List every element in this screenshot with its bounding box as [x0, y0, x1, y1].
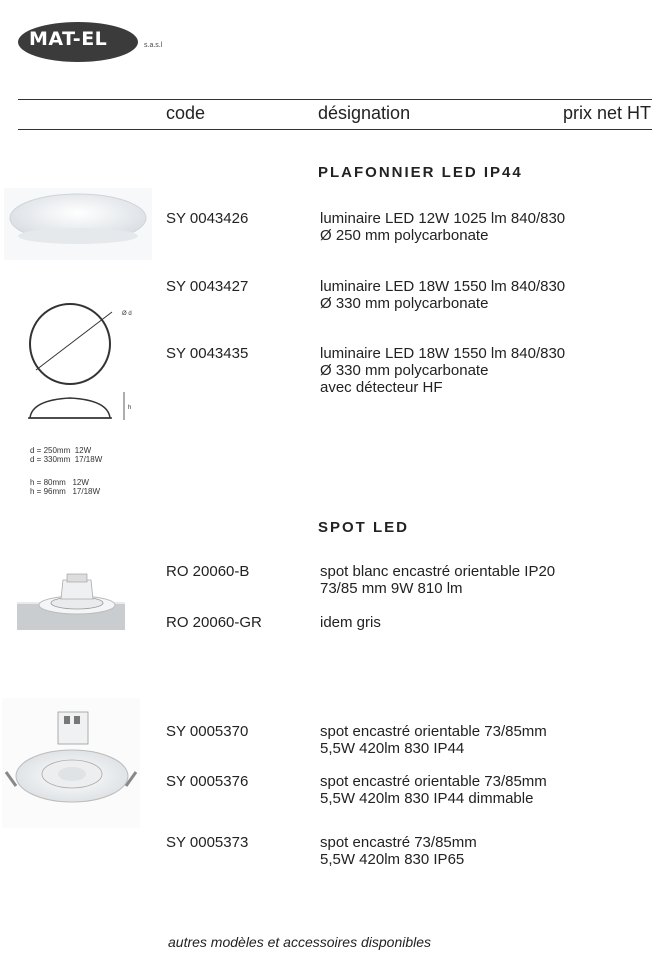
section-title-spot: SPOT LED: [318, 519, 410, 536]
section-title-plafonnier: PLAFONNIER LED IP44: [318, 164, 523, 181]
spec-diameter-1: d = 330mm 17/18W: [30, 455, 103, 464]
column-header-price: prix net HT: [563, 103, 652, 123]
product-code: SY 0043426: [166, 210, 249, 227]
spec-height-1: h = 96mm 17/18W: [30, 487, 101, 496]
product-description: spot encastré orientable 73/85mm 5,5W 420lm 830 IP44: [320, 723, 547, 757]
recessed-spot-image: [2, 698, 140, 828]
diagram-diameter-label: Ø d: [122, 311, 132, 317]
product-code: SY 0005373: [166, 834, 249, 851]
ceiling-light-image: [4, 188, 152, 260]
product-description: spot encastré 73/85mm 5,5W 420lm 830 IP65: [320, 834, 477, 868]
column-header-designation: désignation: [318, 103, 411, 123]
product-description: spot blanc encastré orientable IP20 73/85 mm 9W 810 lm: [320, 563, 556, 597]
product-code: SY 0005370: [166, 723, 249, 740]
spot-light-image: [17, 572, 125, 630]
header-top-rule: [18, 99, 652, 100]
diagram-height-label: h: [128, 405, 132, 411]
product-code: SY 0043435: [166, 345, 249, 362]
spec-height-0: h = 80mm 12W: [30, 478, 89, 487]
product-description: idem gris: [320, 614, 381, 631]
product-code: SY 0043427: [166, 278, 249, 295]
column-header-code: code: [166, 103, 206, 123]
product-code: RO 20060-GR: [166, 614, 262, 631]
product-description: spot encastré orientable 73/85mm 5,5W 420lm 830 IP44 dimmable: [320, 773, 547, 807]
product-description: luminaire LED 18W 1550 lm 840/830 Ø 330 mm polycarbonate: [320, 278, 566, 312]
product-description: luminaire LED 18W 1550 lm 840/830 Ø 330 mm polycarbonate avec détecteur HF: [320, 345, 566, 396]
ceiling-light-diagram: [24, 302, 144, 432]
brand-logo-text: MAT-EL: [29, 28, 108, 50]
product-description: luminaire LED 12W 1025 lm 840/830 Ø 250 mm polycarbonate: [320, 210, 566, 244]
product-code: RO 20060-B: [166, 563, 250, 580]
brand-suffix: s.a.s.l: [144, 42, 163, 49]
spec-diameter-0: d = 250mm 12W: [30, 446, 92, 455]
product-code: SY 0005376: [166, 773, 249, 790]
footer-note: autres modèles et accessoires disponibles: [168, 934, 432, 950]
header-bottom-rule: [18, 129, 652, 130]
